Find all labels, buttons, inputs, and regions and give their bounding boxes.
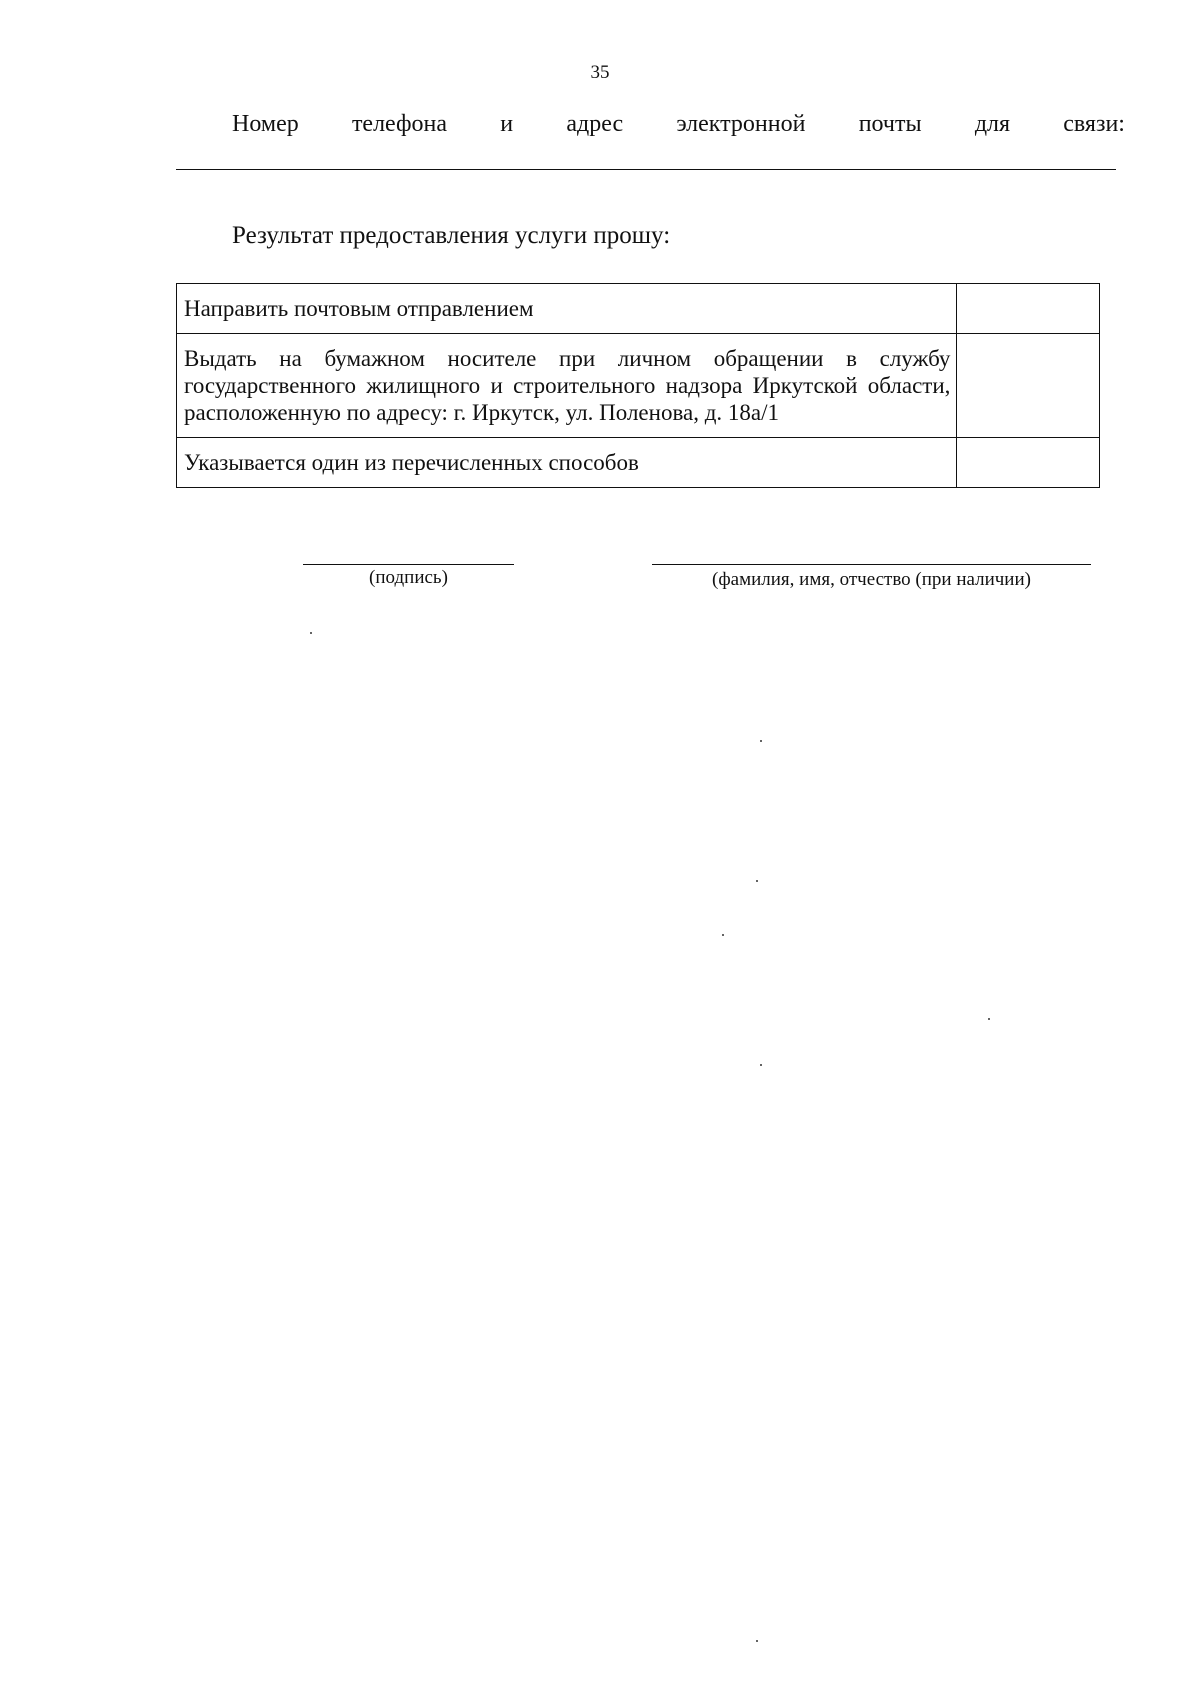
table-row — [177, 438, 1100, 488]
full-name-line[interactable] — [652, 564, 1091, 565]
scan-speck — [760, 740, 762, 742]
option-postal-text: Направить почтовым отправлением — [177, 284, 957, 334]
option-postal-checkbox[interactable] — [957, 284, 1100, 334]
option-paper-in-person-text: Выдать на бумажном носителе при личном обращении в службу государственного жилищного и строительного надзора Иркутской области, расположенную по адресу: г. Иркутск, ул. Поленова, д. 18а/1 — [177, 334, 957, 438]
result-heading: Результат предоставления услуги прошу: — [232, 222, 671, 249]
contact-word: почты — [858, 111, 922, 137]
scan-speck — [310, 632, 312, 634]
contact-word: электронной — [676, 111, 806, 137]
contact-word: и — [500, 111, 514, 137]
contact-fill-line[interactable] — [176, 169, 1116, 170]
signature-line[interactable] — [303, 564, 514, 565]
option-note-text: Указывается один из перечисленных способов — [177, 438, 957, 488]
contact-word: связи: — [1063, 111, 1125, 137]
option-paper-in-person-checkbox[interactable] — [957, 334, 1100, 438]
scan-speck — [988, 1018, 990, 1020]
signature-caption: (подпись) — [369, 567, 448, 588]
table-row — [177, 334, 1100, 438]
delivery-options-table — [176, 283, 1100, 488]
scan-speck — [756, 880, 758, 882]
scan-speck — [756, 1640, 758, 1642]
scan-speck — [760, 1064, 762, 1066]
table-row — [177, 284, 1100, 334]
option-note-checkbox[interactable] — [957, 438, 1100, 488]
page-number: 35 — [590, 62, 610, 83]
contact-word: Номер — [232, 111, 299, 137]
contact-word: для — [974, 111, 1011, 137]
contact-line — [232, 111, 1125, 138]
scan-speck — [722, 934, 724, 936]
contact-word: телефона — [351, 111, 448, 137]
contact-word: адрес — [566, 111, 624, 137]
full-name-caption: (фамилия, имя, отчество (при наличии) — [712, 569, 1031, 590]
